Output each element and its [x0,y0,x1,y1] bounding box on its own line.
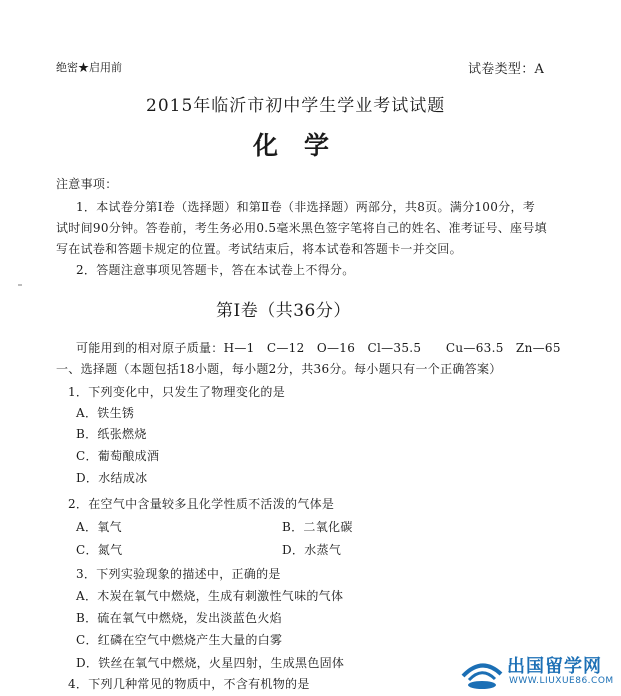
question-3-option-a: A．木炭在氧气中燃烧，生成有刺激性气味的气体 [76,589,344,603]
notes-line-3: 写在试卷和答题卡规定的位置。考试结束后，将本试卷和答题卡一并交回。 [56,242,462,256]
question-1-option-b: B．纸张燃烧 [76,427,147,441]
question-3-stem: 3．下列实验现象的描述中，正确的是 [76,567,281,581]
notes-line-4: 2．答题注意事项见答题卡，答在本试卷上不得分。 [76,263,355,277]
part-title: 第Ⅰ卷（共36分） [216,301,351,321]
watermark-text: 出国留学网 [507,656,602,677]
question-2-option-a: A．氧气 [76,520,122,534]
watermark [459,652,619,694]
section-heading: 一、选择题（本题包括18小题，每小题2分，共36分。每小题只有一个正确答案） [56,362,502,376]
notes-heading: 注意事项： [56,177,118,191]
question-2-option-d: D．水蒸气 [282,543,342,557]
subject-title: 化学 [253,131,356,160]
question-3-option-c: C．红磷在空气中燃烧产生大量的白雾 [76,633,283,647]
secret-label: 绝密★启用前 [56,61,122,74]
graduation-cap-icon [459,652,505,692]
question-1-option-c: C．葡萄酿成酒 [76,449,160,463]
question-3-option-d: D．铁丝在氧气中燃烧，火星四射，生成黑色固体 [76,656,345,670]
question-1-stem: 1．下列变化中，只发生了物理变化的是 [68,385,286,399]
question-4-stem: 4．下列几种常见的物质中，不含有机物的是 [68,677,310,691]
notes-line-1: 1．本试卷分第Ⅰ卷（选择题）和第Ⅱ卷（非选择题）两部分，共8页。满分100分，考 [76,200,536,214]
notes-line-2: 试时间90分钟。答卷前，考生务必用0.5毫米黑色签字笔将自己的姓名、准考证号、座号填 [56,221,547,235]
question-2-option-b: B．二氧化碳 [282,520,353,534]
question-2-stem: 2．在空气中含量较多且化学性质不活泼的气体是 [68,497,335,511]
paper-type: 试卷类型：A [468,62,545,77]
question-3-option-b: B．硫在氧气中燃烧，发出淡蓝色火焰 [76,611,282,625]
page-title: 2015年临沂市初中学生学业考试试题 [146,96,446,116]
scan-speck [18,284,22,286]
question-1-option-a: A．铁生锈 [76,406,135,420]
question-2-option-c: C．氮气 [76,543,123,557]
atomic-masses: 可能用到的相对原子质量：H—1 C—12 O—16 Cl—35.5 Cu—63.5 Zn—65 [76,341,561,355]
watermark-url: WWW.LIUXUE86.COM [509,676,614,686]
question-1-option-d: D．水结成冰 [76,471,148,485]
